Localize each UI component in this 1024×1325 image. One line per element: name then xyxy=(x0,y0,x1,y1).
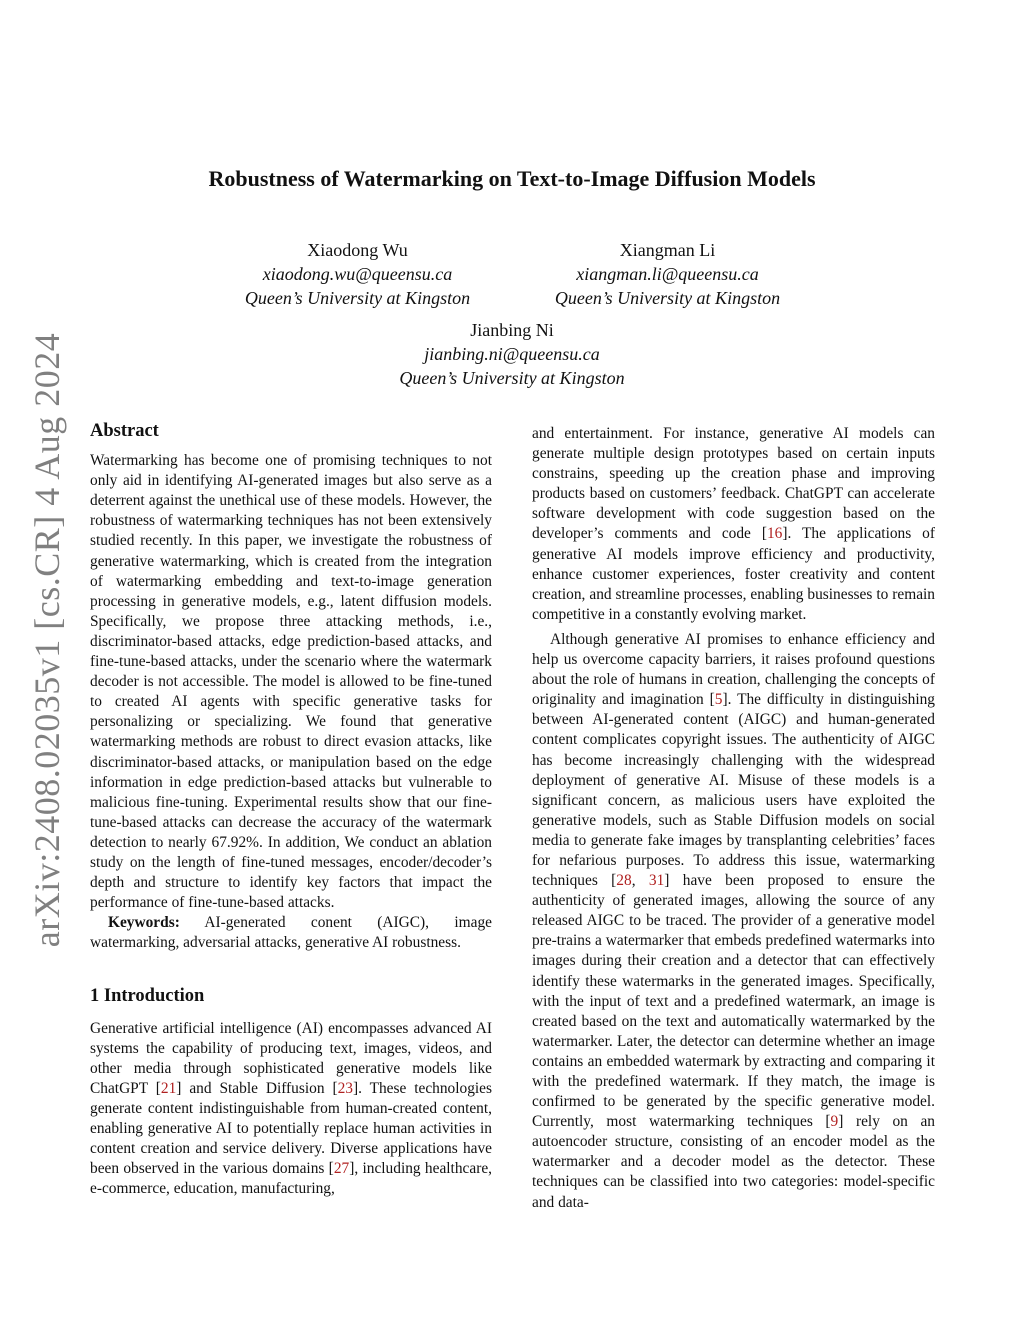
citation-link[interactable]: 27 xyxy=(333,1160,350,1178)
abstract-heading: Abstract xyxy=(90,421,159,441)
author-affiliation: Queen’s University at Kingston xyxy=(554,288,781,308)
keywords-paragraph xyxy=(90,913,492,953)
author-name: Xiaodong Wu xyxy=(307,240,408,260)
author-block-3 xyxy=(360,318,664,390)
author-email[interactable]: xiangman.li@queensu.ca xyxy=(576,264,759,284)
citation-link[interactable]: 28 xyxy=(616,872,632,890)
author-affiliation: Queen’s University at Kingston xyxy=(399,368,625,388)
citation-link[interactable]: 31 xyxy=(648,872,665,890)
author-name: Jianbing Ni xyxy=(470,320,554,340)
paper-title: Robustness of Watermarking on Text-to-Image Diffusion Models xyxy=(208,166,816,191)
intro-paragraph-1: Generative artificial intelligence (AI) encompasses advanced AI systems the capability of producing text, images, videos, and other media through sophisticated generative models like ChatGPT [21] and Stable Diffusion [23]. These technologies generate content indistinguishable from human-created content, enabling generative AI to potentially replace human activities in content creation and service delivery. Diverse applications have been observed in the various domains [27], including healthcare, e-commerce, education, manufacturing, xyxy=(90,1019,493,1198)
section-heading-introduction: 1 Introduction xyxy=(90,986,205,1007)
citation-link[interactable]: 5 xyxy=(714,691,723,709)
intro-paragraph-2: Although generative AI promises to enhance efficiency and help us overcome capacity barriers, it raises profound questions about the role of humans in creation, challenging the concepts of originality and imagination [5]. The difficulty in distinguishing between AI-generated content (AIGC) and human-generated content complicates copyright issues. The authenticity of AIGC has become increasingly challenging with the widespread deployment of generative AI. Misuse of these models is a significant concern, as malicious users have exploited the generative models, such as Stable Diffusion models on social media to generate fake images by transplanting celebrities’ faces for nefarious purposes. To address this issue, watermarking techniques [28, 31] have been proposed to ensure the authenticity of generated images, allowing the source of any released AIGC to be traced. The provider of a generative model pre-trains a watermarker that embeds predefined watermarks into images during their creation and a detector that can effectively identify these watermarks in the generated images. Specifically, with the input of text and a predefined watermark, an image is created based on the text and automatically watermarked by the watermarker. Later, the detector can determine whether an image contains an embedded watermark by extracting and comparing it with the predefined watermark. If they match, the image is confirmed to be generated by the specific generative model. Currently, most watermarking techniques [9] rely on an autoencoder structure, consisting of an encoder model as the watermarker and a decoder model as the detector. These techniques can be classified into two categories: model-specific and data- xyxy=(532,630,935,1211)
keywords-text: AI-generated conent (AIGC), image watermarking, adversarial attacks, generative AI robustness. xyxy=(90,914,492,952)
keywords-label: Keywords: xyxy=(108,914,180,932)
author-name: Xiangman Li xyxy=(619,240,716,260)
citation-link[interactable]: 16 xyxy=(766,525,783,543)
author-block-2 xyxy=(515,238,820,310)
citation-link[interactable]: 9 xyxy=(830,1113,839,1131)
citation-link[interactable]: 21 xyxy=(160,1079,177,1097)
citation-link[interactable]: 23 xyxy=(337,1079,353,1097)
author-affiliation: Queen’s University at Kingston xyxy=(244,288,471,308)
author-block-1 xyxy=(205,238,510,310)
right-column xyxy=(532,424,935,1213)
author-email[interactable]: jianbing.ni@queensu.ca xyxy=(424,344,600,364)
author-email[interactable]: xiaodong.wu@queensu.ca xyxy=(262,264,453,284)
intro-paragraph-1-continued: and entertainment. For instance, generative AI models can generate multiple design prototypes based on certain inputs constrains, speeding up the creation phase and improving products based on customers’ feedback. ChatGPT can accelerate software development with code suggestion based on the developer’s comments and code [16]. The applications of generative AI models improve efficiency and productivity, enhance customer experiences, foster creativity and content creation, and streamline processes, enabling businesses to remain competitive in a constantly evolving market. xyxy=(532,425,935,623)
arxiv-stamp xyxy=(12,332,82,948)
left-column xyxy=(90,421,492,1199)
abstract-body: Watermarking has become one of promising techniques to not only aid in identifying AI-generated images but also serve as a deterrent against the unethical use of these models. However, the robustness of watermarking techniques has not been extensively studied recently. In this paper, we investigate the robustness of generative watermarking, which is created from the integration of watermarking embedding and text-to-image generation processing in generative models, e.g., latent diffusion models. Specifically, we propose three attacking methods, i.e., discriminator-based attacks, edge prediction-based attacks, and fine-tune-based attacks, under the scenario where the watermark decoder is not accessible. The model is allowed to be fine-tuned to created AI agents with specific generative tasks for personalizing or specializing. We found that generative watermarking methods are robust to direct evasion attacks, like discriminator-based attacks, or manipulation based on the edge information in edge prediction-based attacks but vulnerable to malicious fine-tuning. Experimental results show that our fine-tune-based attacks can decrease the accuracy of the watermark detection to nearly 67.92%. In addition, We conduct an ablation study on the length of fine-tuned messages, encoder/decoder’s depth and structure to identify key factors that impact the performance of fine-tune-based attacks. xyxy=(90,452,492,912)
arxiv-stamp-text: arXiv:2408.02035v1 [cs.CR] 4 Aug 2024 xyxy=(27,332,67,948)
